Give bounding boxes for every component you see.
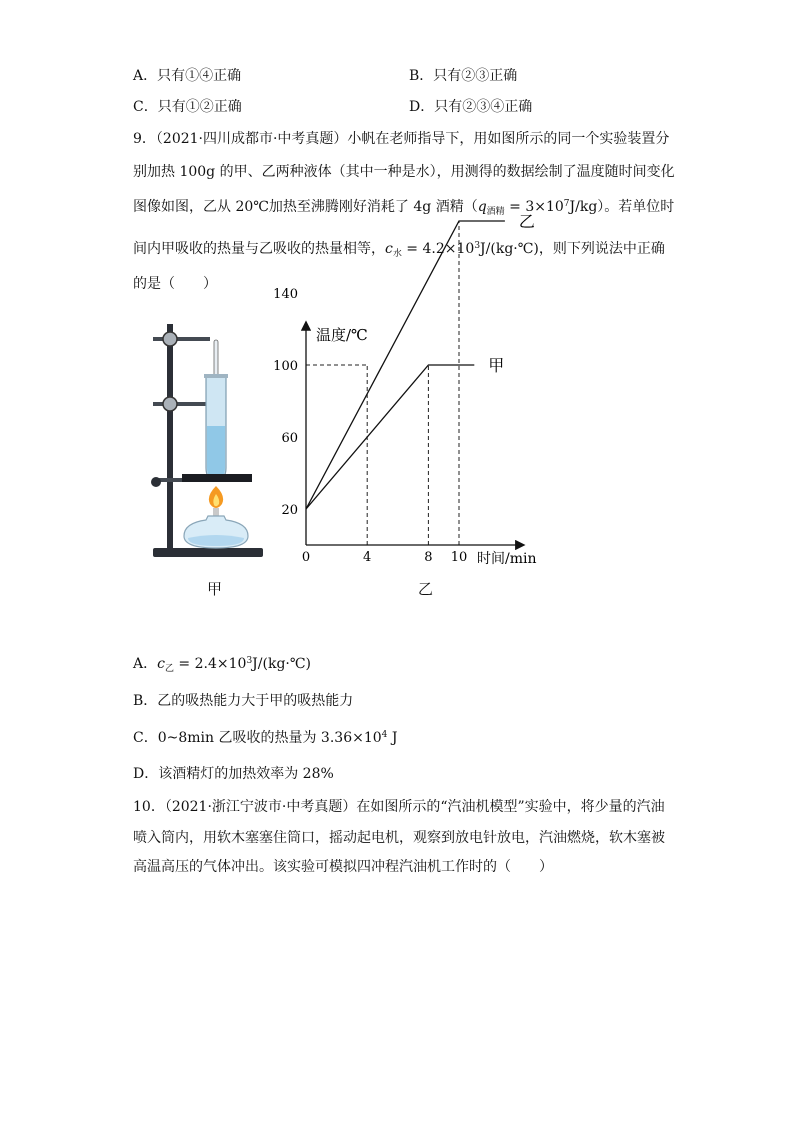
tube-liquid — [207, 426, 225, 479]
figure-caption-left: 甲 — [207, 580, 223, 598]
q9-option-b: B．乙的吸热能力大于甲的吸热能力 — [133, 693, 354, 709]
q9-line2: 别加热 100g 的甲、乙两种液体（其中一种是水），用测得的数据绘制了温度随时间变化 — [133, 164, 675, 180]
q9-option-c: C．0~8min 乙吸收的热量为 $3.36\times 10^4$ J — [133, 730, 398, 746]
x-tick-label-2: 8 — [424, 550, 433, 565]
y-tick-label-2: 100 — [273, 359, 298, 374]
series-label-0: 乙 — [518, 212, 535, 231]
q10-line2: 喷入筒内，用软木塞塞住筒口，摇动起电机，观察到放电针放电，汽油燃烧，软木塞被 — [133, 830, 665, 846]
stand-rod — [167, 324, 173, 552]
y-axis-title: 温度/℃ — [316, 326, 368, 344]
q10-line1: 10．（2021·浙江宁波市·中考真题）在如图所示的“汽油机模型”实验中，将少量的汽油 — [133, 799, 665, 815]
top-clamp-knob — [163, 332, 177, 346]
x-tick-label-0: 0 — [301, 550, 311, 565]
wire-gauze — [182, 474, 252, 482]
q9-line5: 的是（ ） — [133, 276, 217, 292]
y-tick-label-1: 60 — [281, 431, 298, 446]
series-label-1: 甲 — [488, 356, 505, 375]
q9-line3: 图像如图，乙从 20℃加热至沸腾刚好消耗了 4g 酒精$(q_{酒精} = 3\times 10^7J/kg)$。若单位时 — [133, 199, 675, 217]
middle-clamp-knob — [163, 397, 177, 411]
top-clamp-arm — [153, 337, 210, 341]
y-tick-label-3: 140 — [273, 287, 298, 302]
x-tick-label-3: 10 — [450, 550, 468, 565]
q9-line1: 9．（2021·四川成都市·中考真题）小帆在老师指导下，用如图所示的同一个实验装置分 — [133, 131, 670, 147]
series-line-1 — [306, 365, 474, 509]
prev-option-c: C．只有①②正确 — [133, 99, 242, 115]
x-axis-title: 时间/min — [477, 551, 537, 567]
y-tick-label-0: 20 — [281, 503, 298, 518]
prev-option-a: A．只有①④正确 — [133, 68, 242, 84]
prev-option-d: D．只有②③④正确 — [409, 99, 533, 115]
stand-base — [153, 548, 263, 557]
q9-option-a: A．$c_乙$ = $2.4\times 10^3J/(kg\cdot℃)$ — [133, 656, 311, 674]
prev-option-b: B．只有②③正确 — [409, 68, 518, 84]
q10-line3: 高温高压的气体冲出。该实验可模拟四冲程汽油机工作时的（ ） — [133, 859, 553, 875]
apparatus-figure — [148, 318, 266, 564]
q9-line4: 间内甲吸收的热量与乙吸收的热量相等，$c_水$ = $4.2\times 10^3J/(kg\cdot℃)$，则下列说法中正确 — [133, 241, 665, 259]
figure-caption-right: 乙 — [418, 580, 434, 598]
x-tick-label-1: 4 — [363, 550, 372, 565]
q9-option-d: D．该酒精灯的加热效率为 28% — [133, 766, 334, 782]
